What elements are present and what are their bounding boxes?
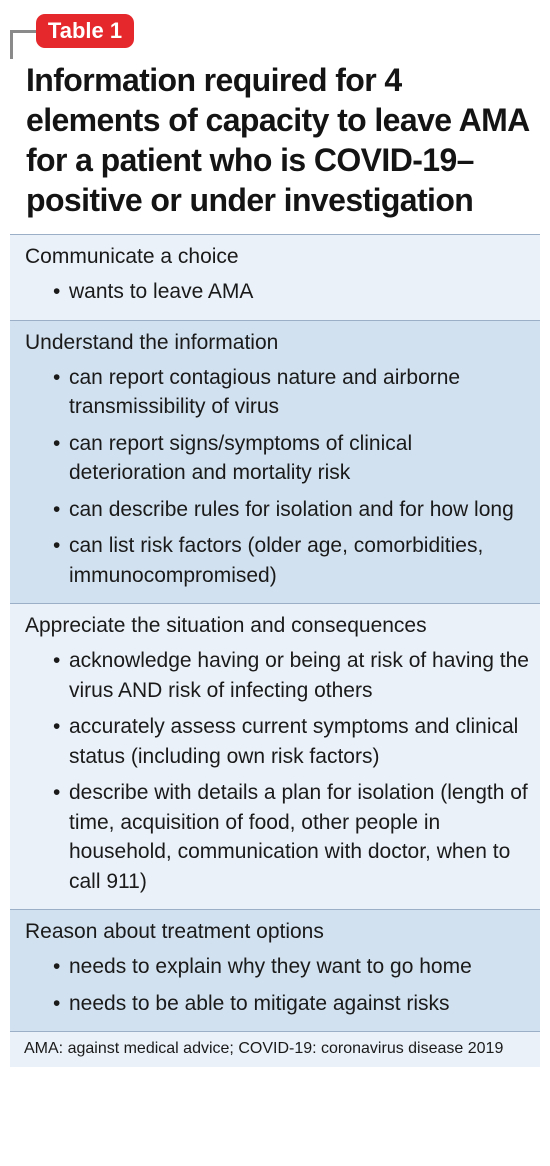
section-reason (10, 909, 540, 1031)
bullet-list (10, 363, 540, 591)
list-item: • can report signs/symptoms of clinical deterioration and mortality risk (10, 429, 540, 488)
section-heading: Appreciate the situation and consequences (25, 614, 427, 637)
capacity-table (10, 234, 540, 1067)
table-badge: Table 1 (36, 14, 134, 48)
list-item: • wants to leave AMA (10, 277, 540, 307)
bullet-list (10, 952, 540, 1018)
section-heading: Understand the information (25, 330, 279, 354)
list-item: • acknowledge having or being at risk of having the virus AND risk of infecting others (10, 646, 540, 705)
section-understand (10, 320, 540, 604)
bullet-list (10, 646, 540, 896)
table-title: Information required for 4 elements of capacity to leave AMA for a patient who is COVID-19–positive or under investigation (26, 62, 529, 218)
list-item: • can describe rules for isolation and for how long (10, 495, 540, 525)
section-appreciate (10, 603, 540, 909)
list-item: • can list risk factors (older age, comorbidities, immunocompromised) (10, 531, 540, 590)
list-item: • accurately assess current symptoms and clinical status (including own risk factors) (10, 712, 540, 771)
table-footnote: AMA: against medical advice; COVID-19: coronavirus disease 2019 (10, 1031, 540, 1067)
bullet-list (10, 277, 540, 307)
section-heading: Reason about treatment options (25, 920, 324, 943)
list-item: • needs to be able to mitigate against risks (10, 989, 540, 1019)
list-item: • can report contagious nature and airborne transmissibility of virus (10, 363, 540, 422)
frame-corner-line-vertical (10, 31, 13, 59)
list-item: • describe with details a plan for isolation (length of time, acquisition of food, other people in household, communication with doctor, when to call 911) (10, 778, 540, 896)
list-item: • needs to explain why they want to go home (10, 952, 540, 982)
section-heading: Communicate a choice (25, 245, 239, 268)
section-communicate (10, 234, 540, 320)
